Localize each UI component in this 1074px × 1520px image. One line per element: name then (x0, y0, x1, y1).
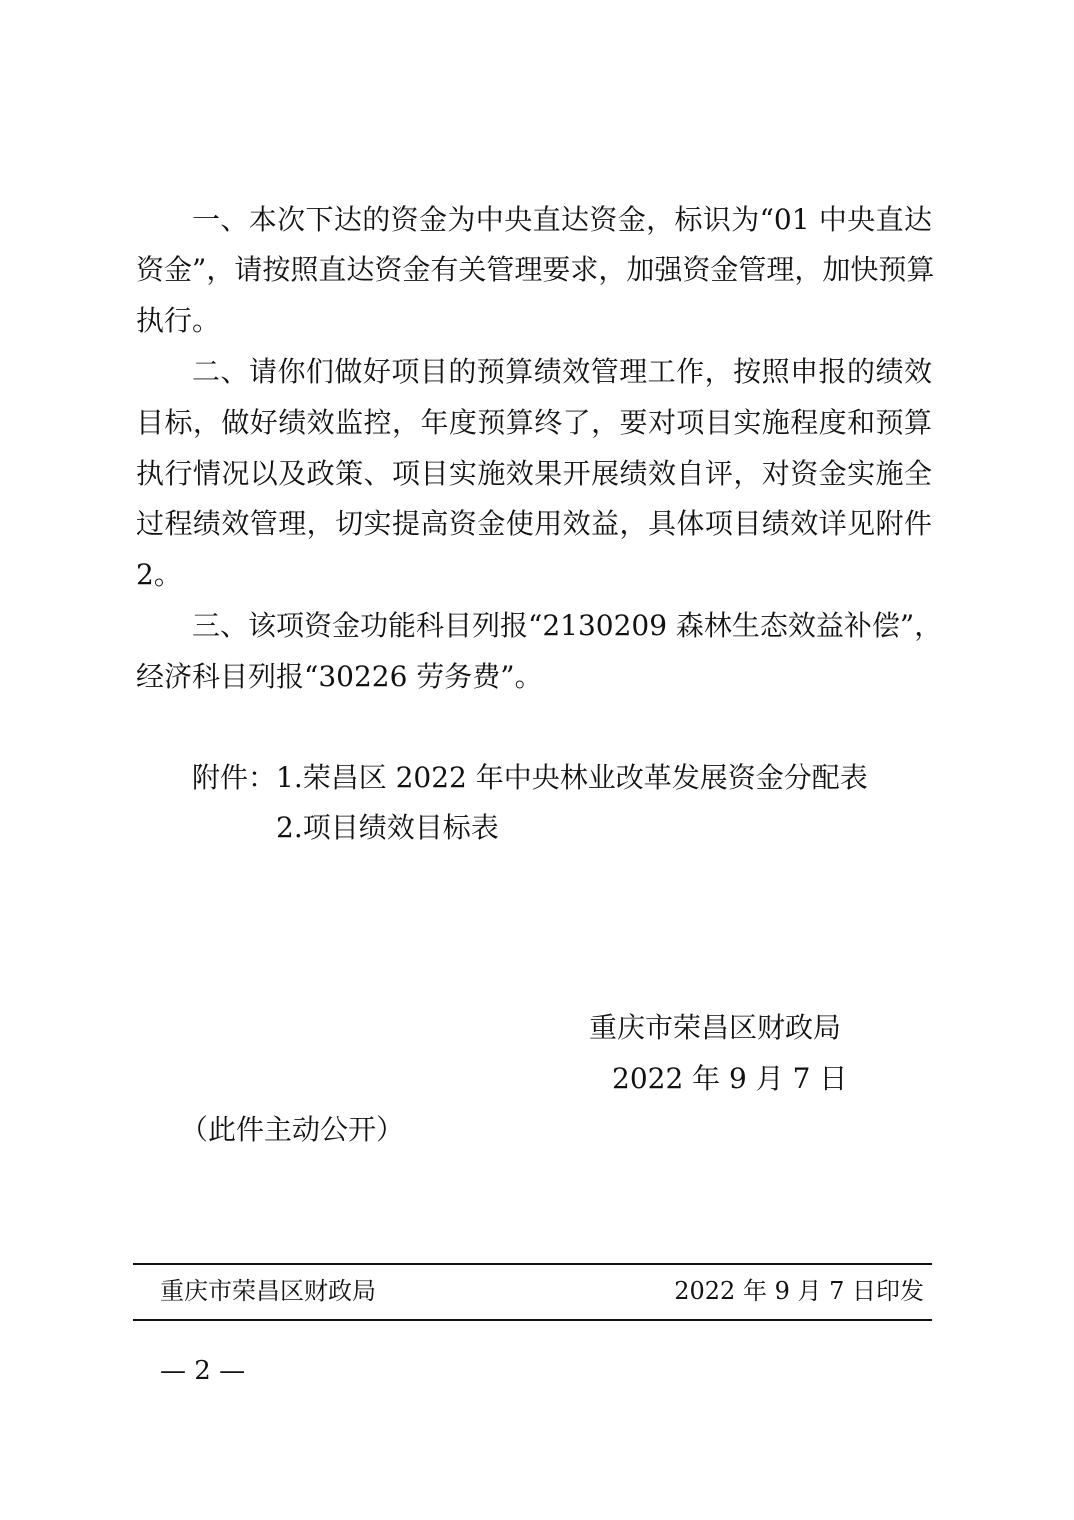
paragraph-line: 资金”，请按照直达资金有关管理要求，加强资金管理，加快预算 (136, 253, 935, 286)
paragraph-line: 一、本次下达的资金为中央直达资金，标识为“01 中央直达 (192, 203, 932, 236)
footer-print-date: 2022 年 9 月 7 日印发 (674, 1277, 924, 1305)
paragraph-line: 执行情况以及政策、项目实施效果开展绩效自评，对资金实施全 (136, 457, 932, 490)
footer-bottom-rule (133, 1319, 932, 1321)
attachment-item: 2.项目绩效目标表 (276, 811, 499, 844)
paragraph-line: 目标，做好绩效监控，年度预算终了，要对项目实施程度和预算 (136, 406, 932, 439)
attachments-label: 附件： (192, 761, 277, 794)
paragraph-line: 过程绩效管理，切实提高资金使用效益，具体项目绩效详见附件 (136, 507, 932, 540)
footer-issuer: 重庆市荣昌区财政局 (160, 1277, 376, 1305)
disclosure-note: （此件主动公开） (180, 1113, 405, 1146)
paragraph-line: 2。 (136, 558, 182, 591)
issue-date: 2022 年 9 月 7 日 (612, 1062, 848, 1095)
paragraph-line: 经济科目列报“30226 劳务费”。 (136, 660, 543, 693)
footer-top-rule (133, 1263, 932, 1265)
paragraph-line: 执行。 (136, 304, 221, 337)
paragraph-line: 二、请你们做好项目的预算绩效管理工作，按照申报的绩效 (192, 355, 932, 388)
paragraph-line: 三、该项资金功能科目列报“2130209 森林生态效益补偿”， (192, 609, 943, 642)
attachment-item: 1.荣昌区 2022 年中央林业改革发展资金分配表 (276, 761, 868, 794)
page-number: — 2 — (160, 1356, 246, 1386)
issuer-name: 重庆市荣昌区财政局 (589, 1011, 842, 1044)
